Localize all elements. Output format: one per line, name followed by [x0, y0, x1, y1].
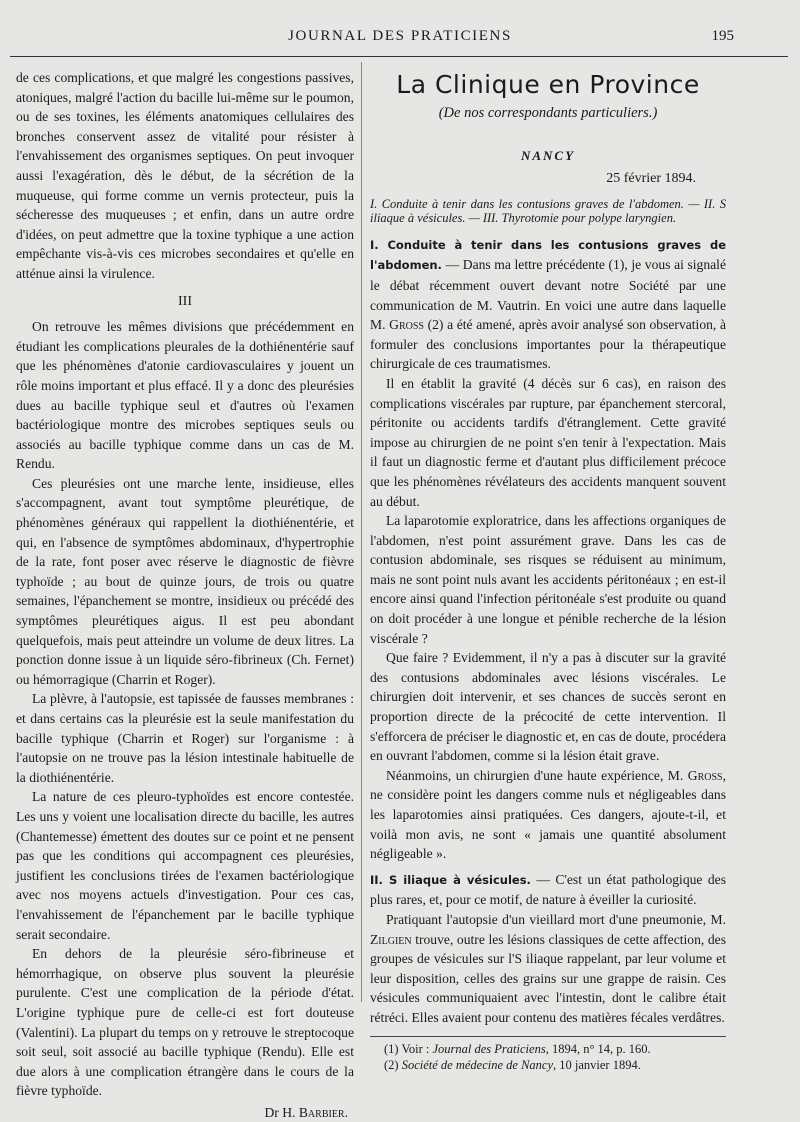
city-heading: NANCY	[520, 147, 576, 163]
cited-society: Société de médecine de Nancy	[401, 1057, 554, 1072]
text-run: Pratiquant l'autopsie d'un vieillard mort d'une pneumonie, M.	[386, 911, 726, 927]
paragraph: En dehors de la pleurésie séro-fibrineuse et hémorrhagique, on observe plus souvent la pleurésie purulente. C'est une complication de la période d'état. L'origine typhique pure de celle-ci est fort douteuse (Valentini). La plupart du temps on y retrouve le streptocoque soit seul, soit associé au bacille typhique (Rendu). Elle est due alors à une complication étrangère dans le cours de la fièvre typhoïde.	[16, 946, 354, 1099]
paragraph	[370, 870, 726, 910]
text-run: trouve, outre les lésions classiques de cette affection, des groupes de vésicules sur l'S iliaque rappelant, par leur volume et leur disposition, celles des grains sur une grappe de raisin. Ces vésicules communiquaient avec l'intestin, dont le calibre était rétréci. Elles avaient pour contenu des matières fécales verdâtres.	[370, 931, 726, 1025]
person-name: Zilgien	[370, 931, 412, 947]
paragraph: de ces complications, et que malgré les congestions passives, atoniques, malgré l'action du bacille lui-même sur le poumon, ou de ses toxines, les éléments anatomiques cellulaires des bronches conservent assez de vitalité pour résister à l'envahissement des organismes septiques. On peut invoquer aussi l'exagération, dès le début, de la sécrétion de la muqueuse, qui forme comme un vernis protecteur, puis la sécheresse des muqueuses ; et enfin, dans un autre ordre d'idées, on peut admettre que la toxine typhique a une action empêchante vis-à-vis ces microbes secondaires et qu'elle en atténue ainsi la virulence.	[16, 70, 354, 281]
paragraph: La plèvre, à l'autopsie, est tapissée de fausses membranes : et dans certains cas la pleurésie est la seule manifestation du bacille typhique (Charrin et Roger) sur l'organisme : à l'autopsie on ne trouve pas la lésion intestinale habituelle de la diothiénentérie.	[16, 691, 354, 785]
section-title: La Clinique en Province	[396, 70, 700, 99]
paragraph	[370, 766, 726, 864]
section-runin-heading: I. Conduite à tenir dans les contusions graves de l'abdomen.	[370, 237, 726, 273]
left-column	[16, 68, 354, 1122]
footnote-rule	[370, 1036, 726, 1037]
signature-name: Barbier.	[298, 1104, 348, 1120]
person-name: Gross	[687, 767, 723, 783]
right-column	[370, 68, 726, 1073]
author-signature	[16, 1103, 354, 1122]
text-run: , 10 janvier 1894.	[553, 1057, 641, 1072]
text-run: , 1894, n° 14, p. 160.	[545, 1041, 651, 1056]
text-run: (2) a été amené, après avoir analysé son observation, à formuler des conclusions importantes pour la thérapeutique chirurgicale de ces traumatismes.	[370, 317, 726, 372]
cited-journal: Journal des Praticiens	[432, 1041, 546, 1056]
section-runin-heading: II. S iliaque à vésicules.	[370, 872, 531, 887]
paragraph: La laparotomie exploratrice, dans les affections organiques de l'abdomen, n'est point assurément grave. Dans les cas de contusion abdominale, ses risques se réduisent au minimum, mais ne sont point nuls avant les accidents péritonéaux ; en est-il encore ainsi quand l'infection péritonéale s'est produite ou quand on doit procéder à une longue et pénible recherche de la lésion viscérale ?	[370, 513, 726, 646]
text-run: — C'est un état pathologique des plus rares, et, pour ce motif, de nature à éveiller la curiosité.	[370, 871, 726, 908]
paragraph	[370, 910, 726, 1028]
section-number: III	[178, 293, 192, 309]
text-run: — Dans ma lettre précédente (1), je vous ai signalé le débat récemment ouvert devant notre Société par une communication de M. Vautrin. En voici une autre dans laquelle M.	[370, 257, 726, 333]
signature-prefix: Dr H.	[264, 1104, 296, 1120]
article-summary: I. Conduite à tenir dans les contusions graves de l'abdomen. — II. S iliaque à vésicules. — III. Thyrotomie pour polype laryngien.	[370, 196, 726, 225]
paragraph	[370, 235, 726, 374]
footnote	[370, 1057, 726, 1073]
paragraph: Ces pleurésies ont une marche lente, insidieuse, elles s'accompagnent, avant tout symptôme pleurétique, de phénomènes généraux qui rappellent la diothiénentérie, et qui, en l'absence de symptômes abdominaux, d'hypertrophie de la rate, font poser avec réserve le diagnostic de fièvre typhoïde ; au bout de quinze jours, de trois ou quatre semaines, l'épanchement se montre, insidieux ou précédé des symptômes pleurétiques aigus. Il est peu abondant quelquefois, mais peut atteindre un volume de deux litres. La ponction donne issue à un liquide séro-fibrineux (Ch. Fernet) ou hémorragique (Charrin et Roger).	[16, 475, 354, 687]
journal-title: JOURNAL DES PRATICIENS	[288, 28, 512, 44]
column-divider	[361, 62, 362, 1002]
paragraph: Que faire ? Evidemment, il n'y a pas à discuter sur la gravité des contusions abdominales avec lésions viscérales. Le chirurgien doit intervenir, et ses chances de succès seront en proportion directe de la précocité de cette intervention. Il s'efforcera de préciser le diagnostic et, en cas de doute, procédera en ouvrant l'abdomen, comme si la lésion était grave.	[370, 650, 726, 764]
text-run: , ne considère point les dangers comme nuls et négligeables dans les laparotomies ainsi pratiquées. Ces dangers, ajoute-t-il, et voilà mon avis, ne sont « jamais une quantité absolument négligeable ».	[370, 767, 726, 862]
paragraph: On retrouve les mêmes divisions que précédemment en étudiant les complications pleurales de la dothiénentérie sauf que les phénomènes d'atonie cardiovasculaires y jouent un rôle moins important et plus effacé. Il y a donc des pleurésies dues au bacille typhique seul et d'autres où l'examen bactériologique montre des microbes septiques seuls ou associés au bacille typhique comme dans un cas de M. Rendu.	[16, 319, 354, 472]
section-subtitle: (De nos correspondants particuliers.)	[438, 105, 658, 121]
text-run: Néanmoins, un chirurgien d'une haute expérience, M.	[386, 767, 688, 783]
paragraph: La nature de ces pleuro-typhoïdes est encore contestée. Les uns y voient une localisation directe du bacille, les autres (Chantemesse) émettent des doutes sur ce point et ne pensent pas que les conditions qui accompagnent ces pleurésies, justifient les conclusions tirées de l'examen bactériologique avec nos moyens actuels d'investigation. Pour ces cas, l'envahissement de l'épanchement par le bacille typhique serait secondaire.	[16, 789, 354, 942]
header-rule	[10, 56, 788, 57]
running-head	[0, 28, 800, 52]
page-number: 195	[711, 28, 734, 44]
footnote	[370, 1041, 726, 1057]
person-name: Gross	[389, 317, 424, 333]
text-run: (2)	[384, 1057, 402, 1072]
letter-date: 25 février 1894.	[606, 171, 696, 187]
text-run: (1) Voir :	[384, 1041, 433, 1056]
paragraph: Il en établit la gravité (4 décès sur 6 cas), en raison des complications viscérales par rupture, par épanchement stercoral, péritonite ou accidents tardifs d'étranglement. Cette gravité impose au chirurgien de ne point s'en tenir à l'expectation. Mais il faut un diagnostic ferme et d'autant plus difficilement précoce que les phénomènes révélateurs des accidents manquent souvent au début.	[370, 375, 726, 509]
